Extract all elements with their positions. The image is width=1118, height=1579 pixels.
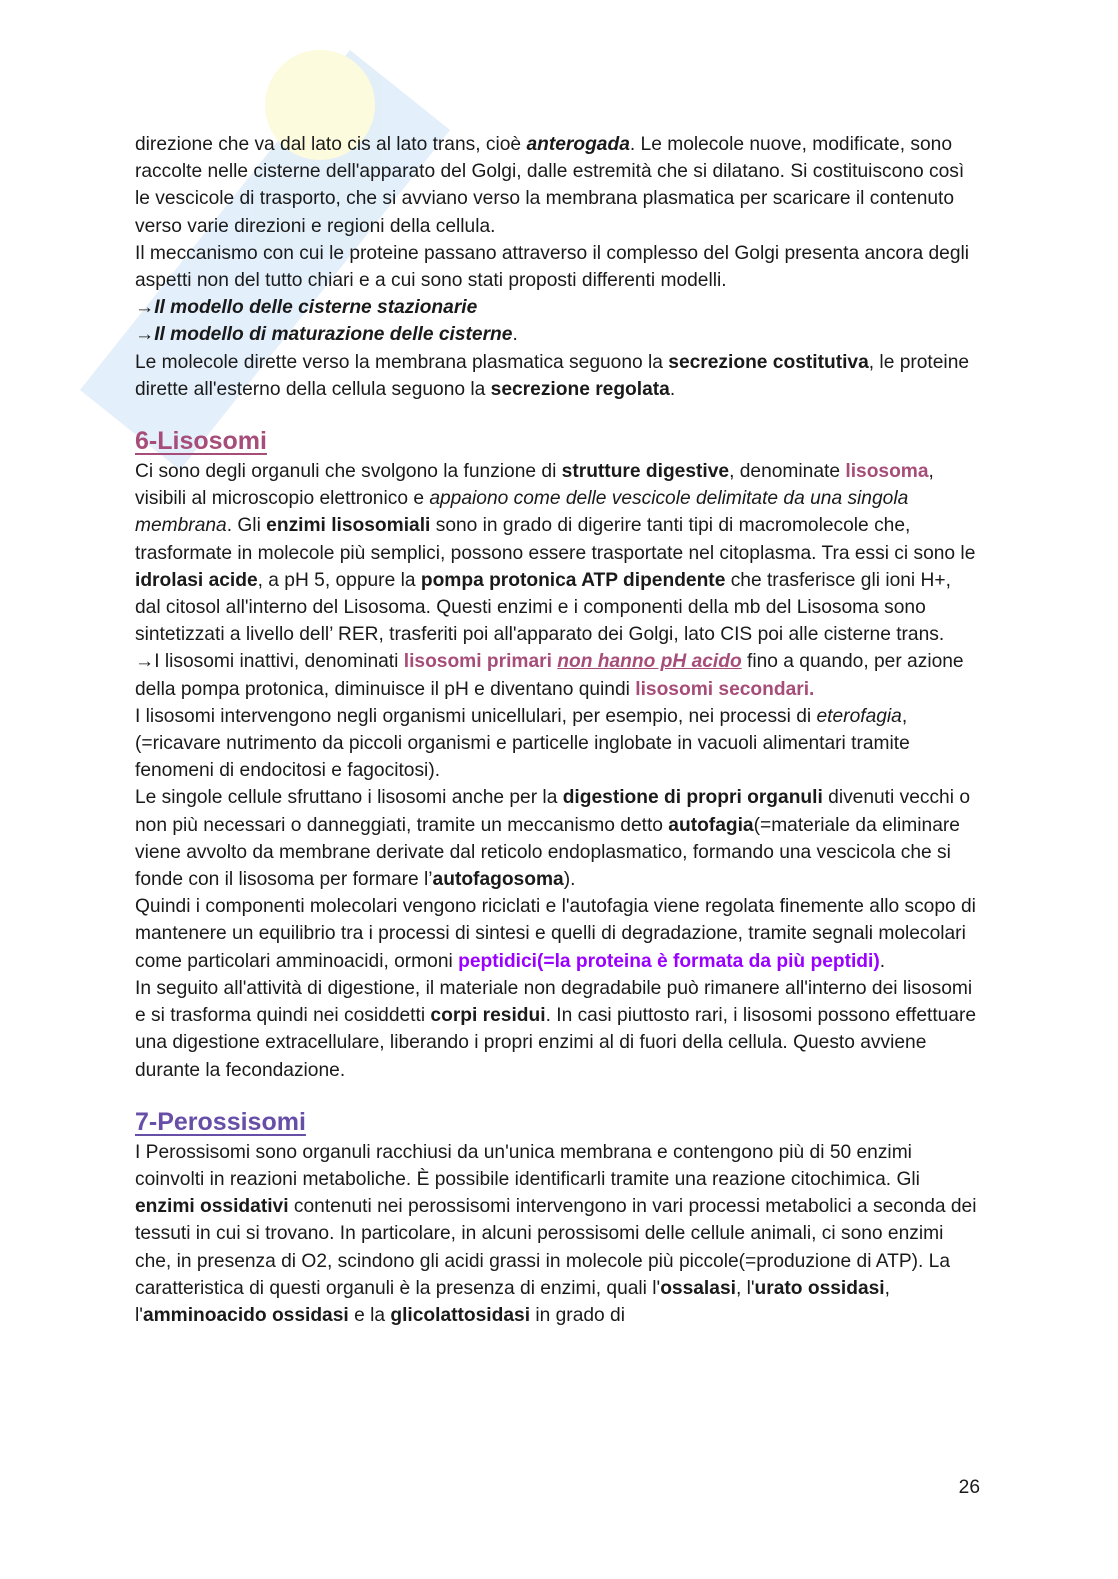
model-stationary-cisternae: →Il modello delle cisterne stazionarie	[135, 297, 478, 319]
paragraph-riciclo: Quindi i componenti molecolari vengono riciclati e l'autofagia viene regolata finemente allo scopo di mantenere un equilibrio tra i processi di sintesi e quelli di degradazione, tramite segnali molecolari come particolari amminoacidi, ormoni peptidici(=la proteina è formata da più peptidi).	[135, 896, 976, 972]
heading-lisosomi: 6-Lisosomi	[135, 427, 267, 456]
page-number: 26	[958, 1477, 980, 1498]
model-cisternal-maturation: →Il modello di maturazione delle cisterne.	[135, 324, 518, 346]
paragraph-perossisomi: I Perossisomi sono organuli racchiusi da un'unica membrana e contengono più di 50 enzimi coinvolti in reazioni metaboliche. È possibile identificarli tramite una reazione citochimica. Gli enzimi ossidativi contenuti nei perossisomi intervengono in vari processi metabolici a seconda dei tessuti in cui si trovano. In particolare, in alcuni perossisomi delle cellule animali, ci sono enzimi che, in presenza di O2, scindono gli acidi grassi in molecole più piccole(=produzione di ATP). La caratteristica di questi organuli è la presenza di enzimi, quali l'ossalasi, l'urato ossidasi, l'amminoacido ossidasi e la glicolattosidasi in grado di	[135, 1141, 977, 1326]
paragraph-autofagia: Le singole cellule sfruttano i lisosomi anche per la digestione di propri organuli divenuti vecchi o non più necessari o danneggiati, tramite un meccanismo detto autofagia(=materiale da eliminare viene avvolto da membrane derivate dal reticolo endoplasmatico, formando una vescicola che si fonde con il lisosoma per formare l’autofagosoma).	[135, 787, 970, 891]
heading-perossisomi: 7-Perossisomi	[135, 1107, 306, 1136]
paragraph-golgi-models-intro: Il meccanismo con cui le proteine passano attraverso il complesso del Golgi presenta ancora degli aspetti non del tutto chiari e a cui sono stati proposti differenti modelli.	[135, 242, 970, 292]
paragraph-golgi-transport: direzione che va dal lato cis al lato trans, cioè anterogada. Le molecole nuove, modificate, sono raccolte nelle cisterne dell'apparato del Golgi, dalle estremità che si dilatano. Si costituiscono così le vescicole di trasporto, che si avviano verso la membrana plasmatica per scaricare il contenuto verso varie direzioni e regioni della cellula.	[135, 134, 965, 237]
document-page	[135, 131, 980, 1329]
paragraph-eterofagia: I lisosomi intervengono negli organismi unicellulari, per esempio, nei processi di eterofagia, (=ricavare nutrimento da piccoli organismi e particelle inglobate in vacuoli alimentari tramite fenomeni di endocitosi e fagocitosi).	[135, 705, 910, 782]
paragraph-lisosomi-definition: Ci sono degli organuli che svolgono la funzione di strutture digestive, denominate lisosoma, visibili al microscopio elettronico e appaiono come delle vescicole delimitate da una singola membrana. Gli enzimi lisosomiali sono in grado di digerire tanti tipi di macromolecole che, trasformate in molecole più semplici, possono essere trasportate nel citoplasma. Tra essi ci sono le idrolasi acide, a pH 5, oppure la pompa protonica ATP dipendente che trasferisce gli ioni H+, dal citosol all'interno del Lisosoma. Questi enzimi e i componenti della mb del Lisosoma sono sintetizzati a livello dell’ RER, trasferiti poi all'apparato dei Golgi, lato CIS poi alle cisterne trans.	[135, 461, 976, 646]
paragraph-secretion: Le molecole dirette verso la membrana plasmatica seguono la secrezione costitutiva, le proteine dirette all'esterno della cellula seguono la secrezione regolata.	[135, 351, 970, 400]
paragraph-lisosomi-primari: →I lisosomi inattivi, denominati lisosomi primari non hanno pH acido fino a quando, per azione della pompa protonica, diminuisce il pH e diventano quindi lisosomi secondari.	[135, 651, 964, 700]
paragraph-corpi-residui: In seguito all'attività di digestione, il materiale non degradabile può rimanere all'interno dei lisosomi e si trasforma quindi nei cosiddetti corpi residui. In casi piuttosto rari, i lisosomi possono effettuare una digestione extracellulare, liberando i propri enzimi al di fuori della cellula. Questo avviene durante la fecondazione.	[135, 977, 977, 1081]
